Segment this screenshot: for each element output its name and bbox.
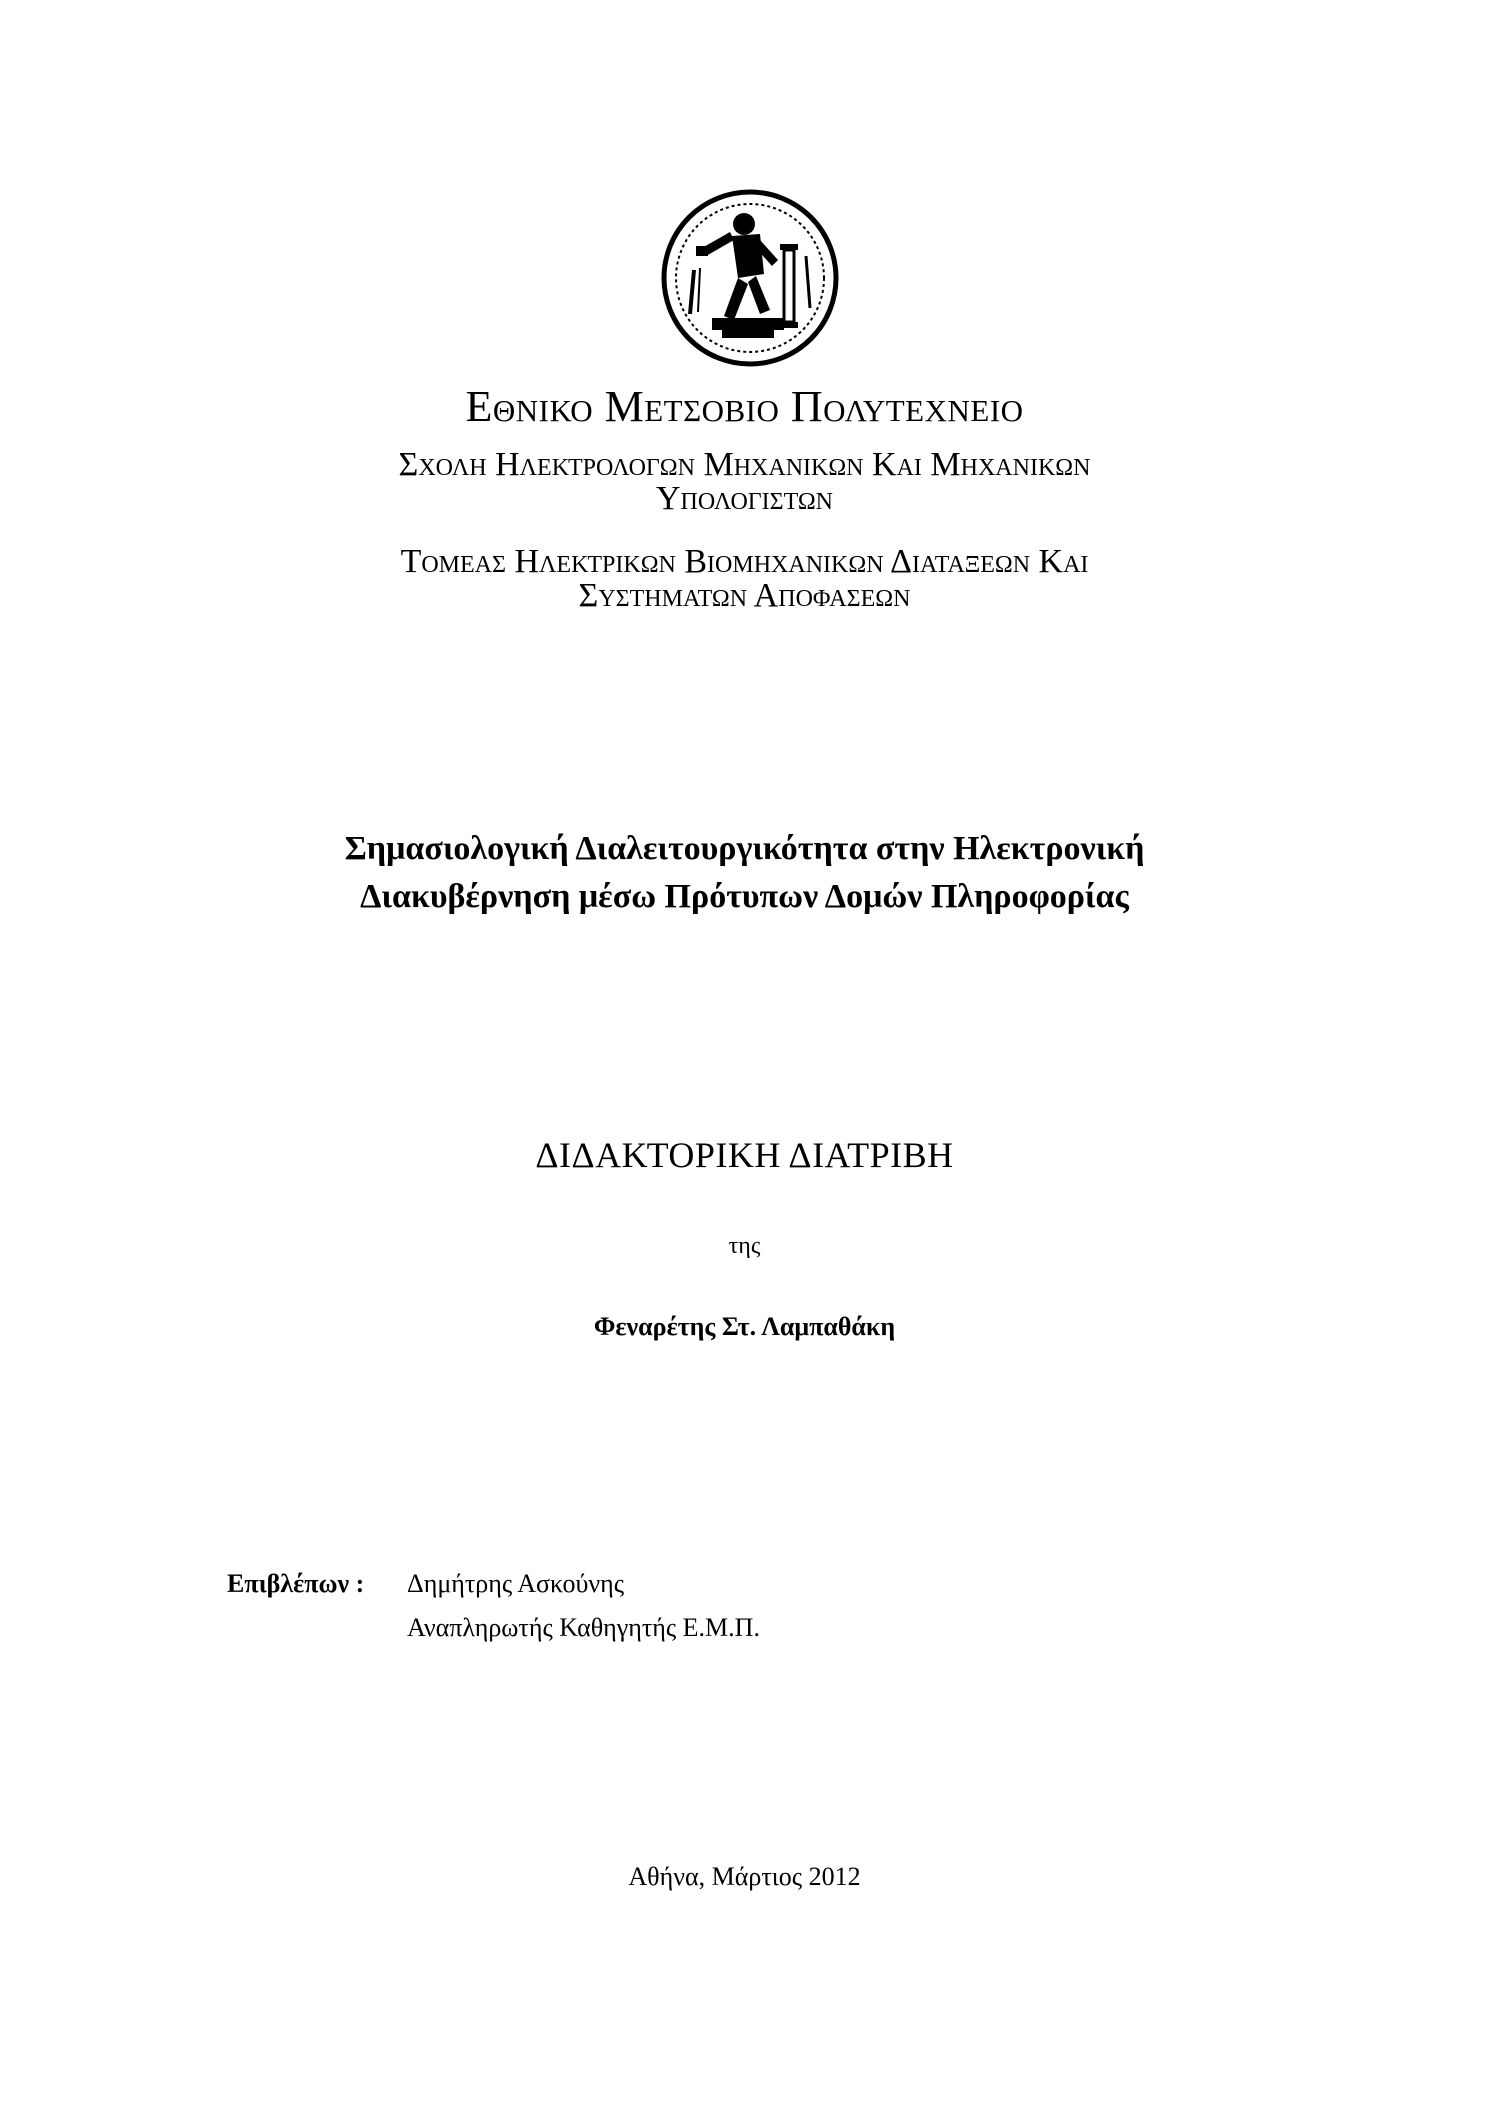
place-date: Αθήνα, Μάρτιος 2012 (628, 1862, 861, 1891)
sector-line-1: Τομεας Ηλεκτρικων Βιομηχανικων Διαταξεων Και (400, 543, 1089, 580)
school-line-1: Σχολη Ηλεκτρολογων Μηχανικων Και Μηχανικων (398, 446, 1091, 483)
sector-line-2: Συστηματων Αποφασεων (578, 577, 911, 614)
of-word: της (728, 1233, 761, 1259)
document-type: ΔΙΔΑΚΤΟΡΙΚΗ ΔΙΑΤΡΙΒΗ (535, 1135, 954, 1175)
thesis-title-line-2: Διακυβέρνηση μέσω Πρότυπων Δομών Πληροφορίας (360, 878, 1129, 915)
sector-name (0, 545, 1489, 613)
supervisor-label: Επιβλέπων : (227, 1569, 365, 1598)
supervisor-title: Αναπληρωτής Καθηγητής Ε.Μ.Π. (407, 1613, 760, 1642)
university-name: Εθνικο Μετσοβιο Πολυτεχνειο (465, 382, 1024, 431)
school-line-2: Υπολογιστων (655, 480, 834, 517)
thesis-title-line-1: Σημασιολογική Διαλειτουργικότητα στην Ηλεκτρονική (344, 830, 1145, 867)
thesis-title (0, 825, 1489, 921)
school-name (0, 448, 1489, 516)
supervisor-name: Δημήτρης Ασκούνης (407, 1569, 625, 1598)
ntua-seal-icon (660, 188, 840, 368)
author-name: Φεναρέτης Στ. Λαμπαθάκη (593, 1312, 896, 1341)
